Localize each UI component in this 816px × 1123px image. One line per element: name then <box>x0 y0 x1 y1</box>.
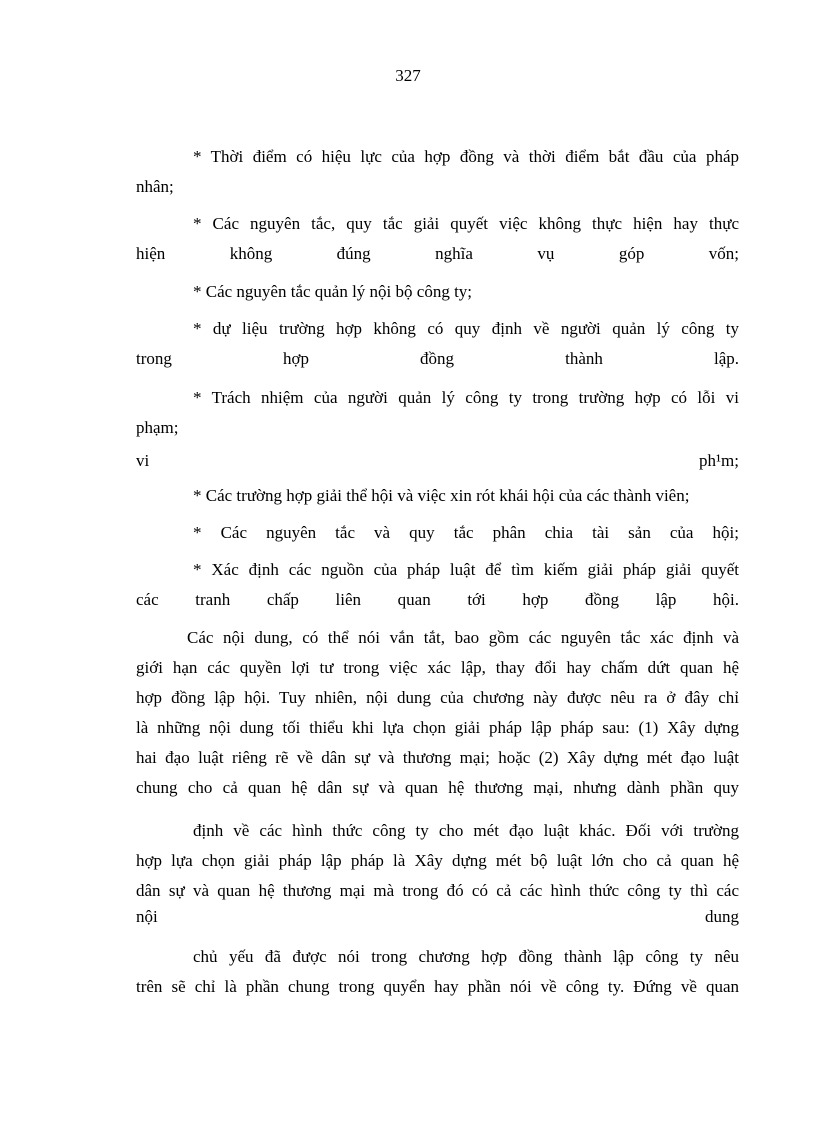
text-line: * Thời điểm có hiệu lực của hợp đồng và thời điểm bắt đầu của pháp <box>193 147 739 166</box>
text-line: * Các nguyên tắc, quy tắc giải quyết việc không thực hiện hay thực <box>193 214 739 233</box>
text-line: chung cho cả quan hệ dân sự và quan hệ thương mại, nhưng dành phần quy <box>136 778 739 797</box>
text-line: trên sẽ chỉ là phần chung trong quyển hay phần nói về công ty. Đứng về quan <box>136 977 739 996</box>
text-word: nội <box>136 907 158 926</box>
text-line: * dự liệu trường hợp không có quy định về người quản lý công ty <box>193 319 739 338</box>
text-line: trong hợp đồng thành lập. <box>136 349 739 368</box>
text-line: * Các nguyên tắc quản lý nội bộ công ty; <box>193 282 473 301</box>
page-number: 327 <box>395 66 421 85</box>
text-line: * Các trường hợp giải thể hội và việc xin rót khái hội của các thành viên; <box>193 486 690 505</box>
text-line: chủ yếu đã được nói trong chương hợp đồng thành lập công ty nêu <box>193 947 739 966</box>
text-line: dân sự và quan hệ thương mại mà trong đó có cả các hình thức công ty thì các <box>136 881 739 900</box>
text-line: phạm; <box>136 418 179 437</box>
text-line: Các nội dung, có thể nói vắn tắt, bao gồm các nguyên tắc xác định và <box>187 628 739 647</box>
text-line: là những nội dung tối thiểu khi lựa chọn giải pháp lập pháp sau: (1) Xây dựng <box>136 718 739 737</box>
text-word: dung <box>705 907 739 926</box>
text-line: nhân; <box>136 177 174 196</box>
text-line: * Các nguyên tắc và quy tắc phân chia tài sản của hội; <box>193 523 739 542</box>
text-line: định về các hình thức công ty cho mét đạo luật khác. Đối với trường <box>193 821 739 840</box>
text-line: * Trách nhiệm của người quản lý công ty trong trường hợp có lỗi vi <box>193 388 739 407</box>
text-line: giới hạn các quyền lợi tư trong việc xác lập, thay đổi hay chấm dứt quan hệ <box>136 658 739 677</box>
text-line: các tranh chấp liên quan tới hợp đồng lập hội. <box>136 590 739 609</box>
text-word: ph¹m; <box>698 451 739 470</box>
text-line: hai đạo luật riêng rẽ về dân sự và thương mại; hoặc (2) Xây dựng mét đạo luật <box>136 748 739 767</box>
text-line-split <box>136 905 739 929</box>
text-line: * Xác định các nguồn của pháp luật để tìm kiếm giải pháp giải quyết <box>193 560 739 579</box>
text-line-split <box>136 449 739 473</box>
text-line: hợp lựa chọn giải pháp lập pháp là Xây dựng mét bộ luật lớn cho cả quan hệ <box>136 851 739 870</box>
text-word: vi <box>136 451 150 470</box>
text-line: hiện không đúng nghĩa vụ góp vốn; <box>136 244 739 263</box>
text-line: hợp đồng lập hội. Tuy nhiên, nội dung của chương này được nêu ra ở đây chỉ <box>136 688 739 707</box>
